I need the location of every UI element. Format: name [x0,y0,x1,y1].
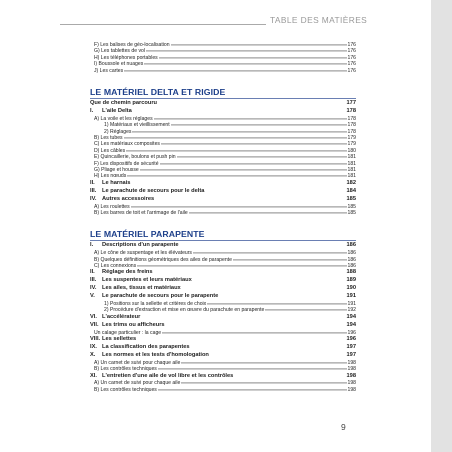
toc-entry-number: IX. [90,343,97,350]
toc-entry-text: L'accélérateur [102,313,141,320]
toc-entry-text: La classification des parapentes [102,343,190,350]
toc-entry-text: B) Les barres de toit et l'arrimage de l'aile [94,209,188,216]
toc-entry-page: 196 [346,336,356,343]
toc-entry-text: Les trims ou afficheurs [102,321,165,328]
toc-entry-text: G) Pliage et housse [94,167,139,174]
toc-entry-label [90,336,136,344]
toc-entry-label [90,277,192,285]
leader-line [131,206,347,207]
leader-line [146,51,347,52]
toc-entry-page: 179 [347,141,356,148]
toc-entry-page: 197 [346,351,356,358]
toc-entry-text: B) Les contrôles techniques [94,366,157,373]
toc-entry [90,322,356,330]
toc-entry-page: 194 [346,313,356,320]
leader-line [154,118,347,119]
toc-entry-page: 181 [347,154,356,161]
toc-entry-page: 178 [347,122,356,129]
toc-entry-label [90,285,181,293]
toc-entry-page: 176 [347,48,356,55]
toc-entry-text: 1) Positions sur la sellette et critères de choix [104,301,207,308]
toc-entry-text: A) Un carnet de suivi pour chaque aile [94,380,181,387]
toc-entry [90,242,356,250]
leader-line [144,64,346,65]
toc-entry-page: 190 [346,285,356,292]
leader-line [158,369,347,370]
toc-entry-page: 198 [347,380,356,387]
leader-line [181,383,346,384]
toc-entry-page: 188 [346,269,356,276]
toc-entry-label [94,387,157,393]
toc-entry [90,314,356,322]
toc-entry-label [90,293,218,301]
leader-line [265,310,346,311]
toc-entry-page: 185 [347,203,356,210]
toc-entry-text: F) Les dispositifs de sécurité [94,160,159,167]
toc-entry-text: F) Les balises de géo-localisation [94,42,170,48]
toc-entry-text: Les sellettes [102,336,137,343]
toc-entry-label [90,322,165,330]
leader-line [126,150,346,151]
toc-entry-page: 179 [347,135,356,142]
toc-entry-label [90,269,153,277]
leader-line [177,157,347,158]
toc-entry-text: H) Les téléphones portables [94,54,158,61]
leader-line [124,137,347,138]
toc-entry-text: A) La voile et les réglages [94,115,153,122]
toc-entry-text: Le harnais [102,179,131,186]
toc-entry-number: I. [90,107,94,114]
toc-entry [90,210,356,216]
toc-entry-page: 177 [346,100,356,107]
toc-entry-label [94,210,188,216]
toc-entry-text: I) Boussole et nuages [94,61,144,68]
toc-entry [90,285,356,293]
toc-entry-page: 198 [347,366,356,373]
table-of-contents [90,42,356,393]
toc-entry-number: VIII. [90,336,101,343]
leader-line [171,125,347,126]
toc-section-parapente [90,242,356,393]
toc-entry-page: 189 [346,277,356,284]
leader-line [127,176,346,177]
toc-entry-label [90,196,154,204]
toc-entry-page: 198 [347,359,356,366]
toc-entry-number: II. [90,179,95,186]
toc-entry [90,269,356,277]
toc-entry-text: Que de chemin parcouru [90,100,158,107]
toc-entry-number: V. [90,293,95,300]
toc-entry-page: 185 [346,195,356,202]
toc-entry-label [90,108,132,116]
toc-entry-number: III. [90,187,97,194]
leader-line [162,332,346,333]
toc-entry-page: 178 [347,128,356,135]
toc-entry-text: Autres accessoires [102,195,155,202]
toc-entry-number: II. [90,269,95,276]
toc-entry-text: G) Les tablettes de vol [94,48,145,55]
toc-entry-page: 198 [346,372,356,379]
toc-entry [90,336,356,344]
toc-entry-label [90,100,157,108]
toc-entry-text: A) Les roulettes [94,203,130,210]
toc-entry-page: 185 [347,209,356,216]
toc-entry [90,352,356,360]
toc-entry-text: J) Les cartes [94,67,124,74]
toc-entry-label [90,180,130,188]
header-rule [60,24,266,25]
leader-line [193,253,347,254]
leader-line [161,144,347,145]
toc-entry-page: 176 [347,54,356,61]
toc-entry [90,373,356,381]
toc-entry-number: I. [90,242,94,249]
section-heading-parapente: LE MATÉRIEL PARAPENTE [90,229,356,241]
toc-entry-number: VII. [90,321,99,328]
leader-line [233,259,347,260]
leader-line [158,389,347,390]
toc-entry [90,277,356,285]
toc-entry-page: 186 [347,250,356,257]
toc-entry-text: Réglage des freins [102,269,153,276]
toc-entry-page: 197 [346,343,356,350]
toc-entry-page: 191 [347,301,356,308]
toc-entry-number: XI. [90,372,97,379]
toc-entry-label [90,352,209,360]
leader-line [159,57,347,58]
toc-entry-text: Descriptions d'un parapente [102,242,179,249]
toc-entry-page: 180 [347,147,356,154]
toc-entry [90,387,356,393]
toc-entry-text: Le parachute de secours pour le parapente [102,293,219,300]
leader-line [181,362,346,363]
toc-entry-text: L'entretien d'une aile de vol libre et les contrôles [102,372,234,379]
toc-entry-text: B) Quelques définitions géométriques des ailes de parapente [94,256,232,263]
toc-entry-text: H) Les nœuds [94,173,127,180]
toc-entry-page: 178 [347,115,356,122]
leader-line [171,44,347,45]
toc-entry [90,344,356,352]
toc-entry-text: C) Les connexions [94,263,137,270]
toc-entry-number: IV. [90,285,97,292]
toc-entry-page: 176 [347,42,356,48]
toc-entry-page: 186 [347,256,356,263]
toc-entry [90,108,356,116]
toc-entry-number: X. [90,351,96,358]
toc-entry-page: 178 [346,107,356,114]
toc-entry-text: Le parachute de secours pour le delta [102,187,205,194]
toc-entry-page: 181 [347,173,356,180]
toc-entry-text: B) Les tubes [94,135,123,142]
leader-line [207,303,346,304]
toc-entry-page: 196 [347,329,356,336]
toc-entry-page: 182 [346,179,356,186]
toc-entry-text: C) Les matériaux composites [94,141,160,148]
toc-section-delta [90,100,356,216]
toc-entry [90,180,356,188]
section-heading-delta: LE MATÉRIEL DELTA ET RIGIDE [90,87,356,99]
toc-entry-label [94,68,123,74]
toc-entry-text: B) Les contrôles techniques [94,386,157,393]
leader-line [137,265,346,266]
page-number: 9 [341,422,346,432]
toc-entry-label [90,314,140,322]
toc-entry-number: III. [90,277,97,284]
toc-entry-text: D) Les câbles [94,147,126,154]
running-header: TABLE DES MATIÈRES [270,15,368,25]
toc-entry [90,293,356,301]
toc-entry-text: Les normes et les tests d'homologation [102,351,209,358]
toc-entry-label [90,344,190,352]
toc-top-entries [90,42,356,74]
toc-entry-number: VI. [90,313,97,320]
toc-entry-text: E) Quincaillerie, boulons et push pin [94,154,176,161]
toc-entry-text: 2) Procédure d'extraction et mise en œuvre du parachute en parapente [104,307,265,314]
toc-entry-text: 1) Matériaux et vieillissement [104,122,170,129]
leader-line [160,163,347,164]
toc-entry [90,100,356,108]
toc-entry [90,196,356,204]
leader-line [189,212,347,213]
toc-entry [90,188,356,196]
toc-entry-page: 181 [347,160,356,167]
leader-line [132,131,346,132]
toc-entry-text: Un calage particulier : la cage [94,329,162,336]
toc-entry-text: Les ailes, tissus et matériaux [102,285,181,292]
toc-entry-page: 184 [346,187,356,194]
toc-entry-page: 176 [347,61,356,68]
toc-entry-page: 186 [346,242,356,249]
toc-entry-text: Les suspentes et leurs matériaux [102,277,192,284]
toc-entry-label [90,242,179,250]
leader-line [124,70,346,71]
toc-entry-page: 198 [347,386,356,393]
toc-entry-label [90,373,233,381]
toc-entry [90,68,356,74]
leader-line [140,169,347,170]
page-edge-sidebar [431,0,452,452]
toc-entry-text: 2) Réglages [104,128,132,135]
toc-entry-number: IV. [90,195,97,202]
toc-entry-text: L'aile Delta [102,107,132,114]
toc-entry-text: A) Le cône de suspentage et les élévateurs [94,250,192,257]
toc-entry-page: 194 [346,321,356,328]
toc-entry-page: 181 [347,167,356,174]
toc-entry-page: 176 [347,67,356,74]
toc-entry-label [90,188,204,196]
toc-entry-text: A) Un carnet de suivi pour chaque aile [94,359,181,366]
toc-entry-page: 186 [347,263,356,270]
toc-entry-page: 191 [346,293,356,300]
toc-entry-page: 192 [347,307,356,314]
